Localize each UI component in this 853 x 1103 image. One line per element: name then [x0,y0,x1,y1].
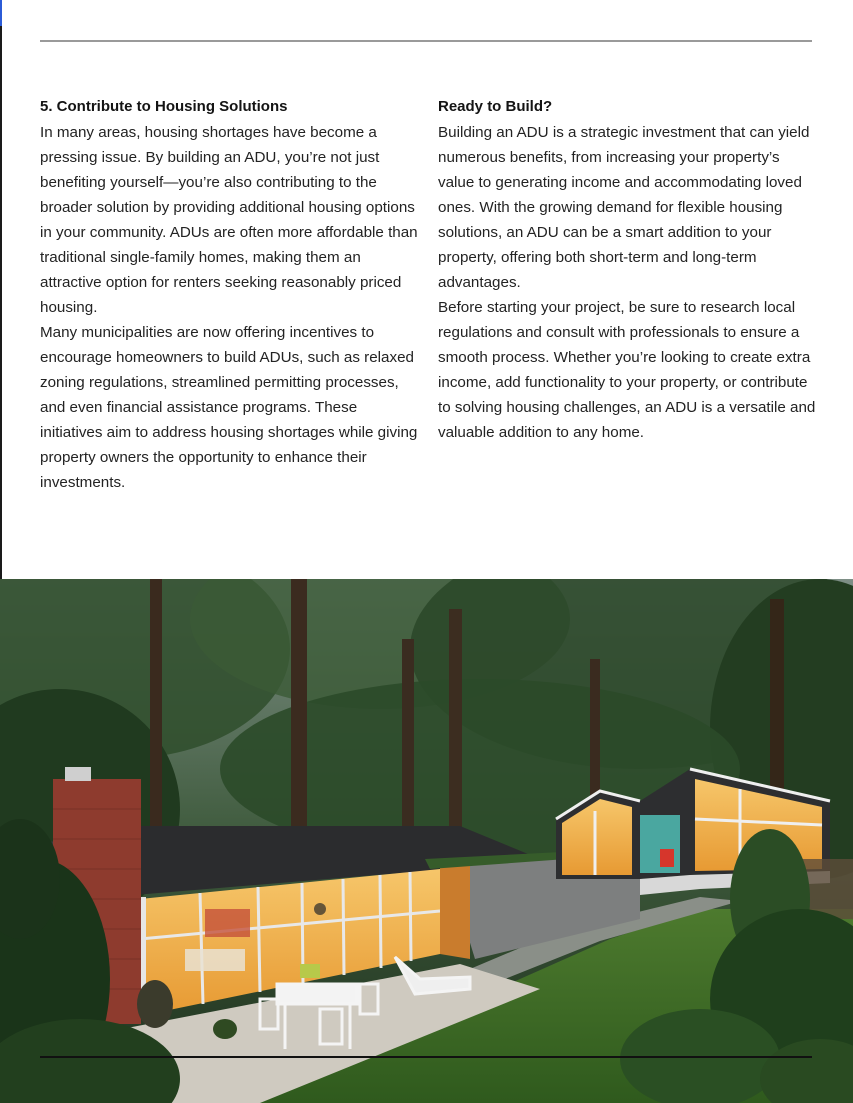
left-column-paragraph-1: In many areas, housing shortages have become a pressing issue. By building an ADU, you’re not just benefiting yourself—you’re also contributing to the broader solution by providing additional housing options in your community. ADUs are often more affordable than traditional single-family homes, making them an attractive option for renters seeking reasonably priced housing. [40,124,418,316]
modern-house-photo [0,579,853,1103]
right-column [438,96,816,445]
page-edge-accent [0,0,2,26]
bottom-divider [40,1056,812,1058]
right-column-heading: Ready to Build? [438,98,553,115]
top-divider [40,40,812,42]
right-column-paragraph-2: Before starting your project, be sure to research local regulations and consult with professionals to ensure a smooth process. Whether you’re looking to create extra income, add functionality to your property, or contribute to solving housing challenges, an ADU is a versatile and valuable addition to any home. [438,299,816,441]
left-column-heading: 5. Contribute to Housing Solutions [40,98,288,115]
right-column-paragraph-1: Building an ADU is a strategic investment that can yield numerous benefits, from increasing your property’s value to generating income and accommodating loved ones. With the growing demand for flexible housing solutions, an ADU can be a smart addition to your property, offering both short-term and long-term advantages. [438,124,810,291]
left-column [40,96,420,495]
left-column-paragraph-2: Many municipalities are now offering incentives to encourage homeowners to build ADUs, such as relaxed zoning regulations, streamlined permitting processes, and even financial assistance programs. These initiatives aim to address housing shortages while giving property owners the opportunity to enhance their investments. [40,324,418,491]
